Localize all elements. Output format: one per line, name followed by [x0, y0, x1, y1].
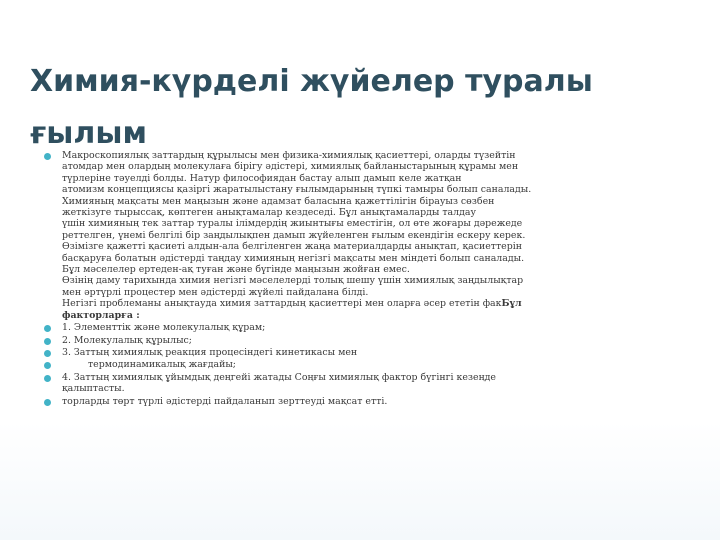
- list-item: [44, 359, 692, 370]
- paragraph-line: мен әртүрлі процестер мен әдістерді жүйелі пайдалана білді.: [62, 286, 369, 298]
- title-line-2: ғылым: [30, 116, 148, 151]
- bullet-list: [44, 150, 692, 408]
- title-line-1: Химия-күрделі жүйелер туралы: [30, 64, 593, 99]
- paragraph-line: түрлеріне тәуелді болды. Натур философиядан бастау алып дамып келе жатқан: [62, 172, 462, 184]
- list-item: [44, 347, 692, 358]
- paragraph-line: Бұл мәселелер ертеден-ақ туған және бүгінде маңызын жойған емес.: [62, 264, 410, 276]
- list-item: [44, 372, 692, 395]
- paragraph-line: атомизм концепциясы қазіргі жаратылыстану ғылымдарының түпкі тамыры болып саналады.: [62, 184, 532, 196]
- paragraph-text: Негізгі проблеманы анықтауда химия заттардың қасиеттері мен оларға әсер ететін фак: [62, 298, 502, 310]
- paragraph-line: реттелген, үнемі белгілі бір заңдылықпен дамып жүйеленген ғылым екендігін ескеру керек.: [62, 229, 526, 241]
- item-text: термодинамикалық жағдайы;: [88, 359, 236, 371]
- bullet-icon: [44, 375, 51, 382]
- item-text: торларды төрт түрлі әдістерді пайдаланып зерттеуді мақсат етті.: [62, 395, 388, 407]
- bullet-icon: [44, 399, 51, 406]
- item-text: 3. Заттың химиялық реакция процесіндегі кинетикасы мен: [62, 346, 358, 358]
- item-text-continued: қалыптасты.: [62, 383, 125, 395]
- item-text: 1. Элементтік және молекулалық құрам;: [62, 322, 266, 334]
- paragraph-line: атомдар мен олардың молекулаға бірігу әдістері, химиялық байланыстарының құрамы мен: [62, 161, 519, 173]
- bullet-icon: [44, 153, 51, 160]
- paragraph-line: Өзінің даму тарихында химия негізгі мәселелерді толық шешу үшін химиялық заңдылықтар: [62, 275, 524, 287]
- bullet-icon: [44, 362, 51, 369]
- paragraph-line: жеткізуге тырыссақ, көптеген анықтамалар кездеседі. Бұл анықтамаларды талдау: [62, 207, 476, 219]
- slide-title: [30, 56, 690, 160]
- bullet-icon: [44, 338, 51, 345]
- paragraph-line: Химияның мақсаты мен маңызын және адамзат баласына қажеттілігін бірауыз сөзбен: [62, 195, 495, 207]
- list-item: [44, 396, 692, 407]
- paragraph-line: Макроскопиялық заттардың құрылысы мен физика-химиялық қасиеттері, оларды түзейтін: [62, 150, 516, 161]
- bold-inline-text: Бұл: [501, 298, 522, 310]
- paragraph-line: басқаруға болатын әдістерді таңдау химияның негізгі мақсаты мен міндеті болып саналады.: [62, 252, 525, 264]
- paragraph-line: үшін химияның тек заттар туралы ілімдердің жиынтығы еместігін, ол өте жоғары дәрежеде: [62, 218, 523, 230]
- bullet-icon: [44, 325, 51, 332]
- paragraph-line: Өзімізге қажетті қасиеті алдын-ала белгіленген жаңа материалдарды анықтап, қасиеттерін: [62, 241, 522, 253]
- item-text: 2. Молекулалық құрылыс;: [62, 334, 192, 346]
- item-text: 4. Заттың химиялық ұйымдық деңгейі жатады Соңғы химиялық фактор бүгінгі кезеңде: [62, 371, 496, 383]
- list-item: [44, 322, 692, 333]
- list-item: [44, 335, 692, 346]
- bold-line: факторларға :: [62, 309, 140, 321]
- paragraph-line-last: [62, 298, 692, 309]
- bullet-icon: [44, 350, 51, 357]
- list-item-paragraph: [44, 150, 692, 321]
